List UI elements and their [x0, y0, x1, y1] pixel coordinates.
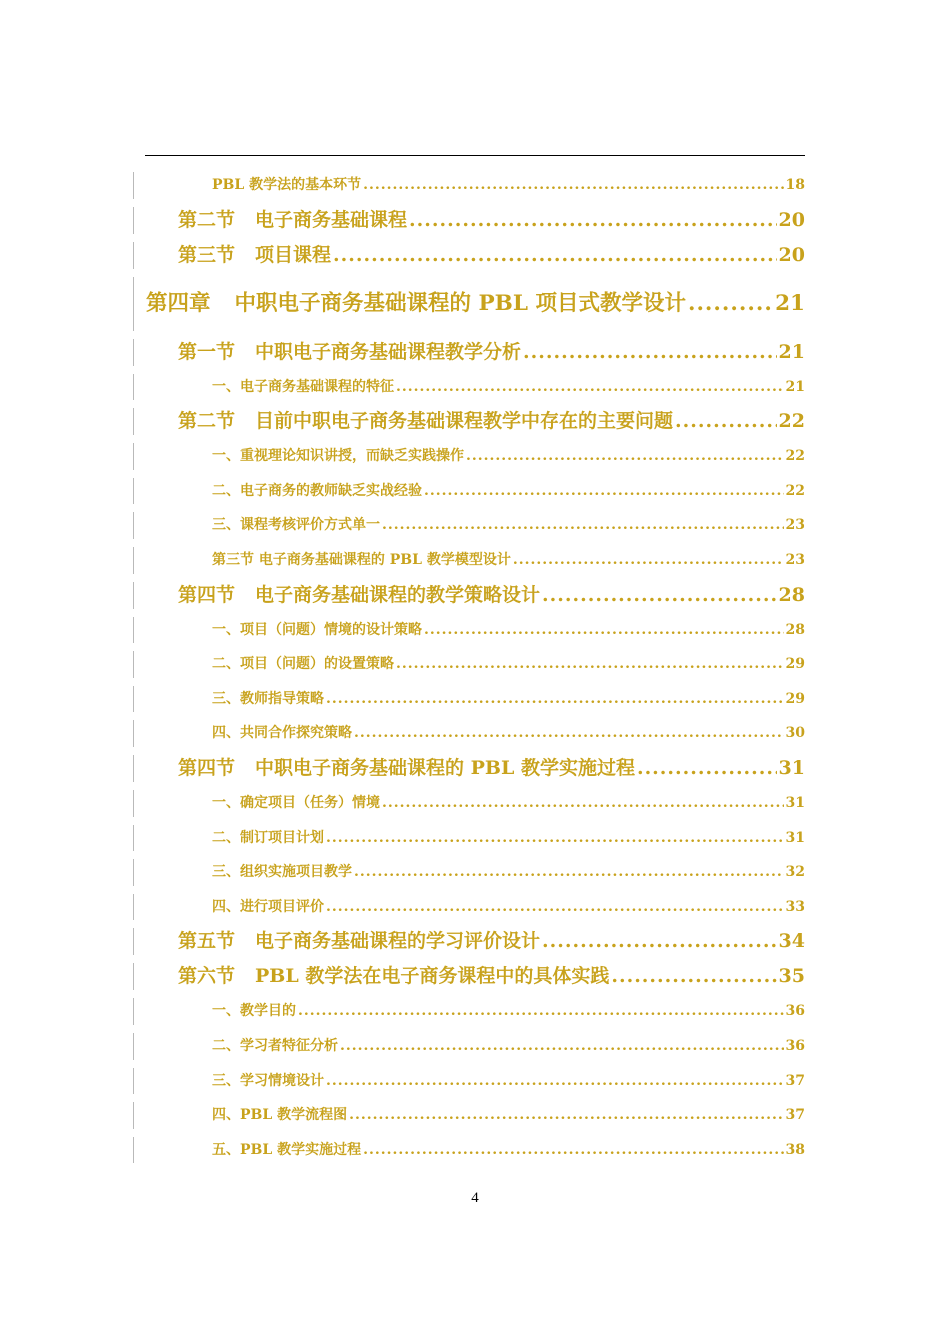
toc-page-number: 20: [778, 208, 805, 231]
toc-entry-title: 三、课程考核评价方式单一: [212, 517, 380, 534]
toc-entry-title: 电子商务基础课程的学习评价设计: [255, 930, 541, 953]
toc-entry[interactable]: [133, 716, 805, 751]
toc-page-number: 36: [785, 1003, 805, 1020]
toc-entry[interactable]: [133, 203, 805, 238]
toc-entry-title: 目前中职电子商务基础课程教学中存在的主要问题: [255, 410, 674, 433]
toc-page-number: 21: [775, 290, 805, 316]
toc-entry[interactable]: [133, 855, 805, 890]
toc-page-number: 34: [778, 930, 805, 953]
toc-entry-label: [212, 647, 394, 681]
toc-entry[interactable]: [133, 890, 805, 925]
toc-entry-title: 四、进行项目评价: [212, 898, 324, 915]
toc-entry-title: 电子商务基础课程: [255, 208, 408, 231]
toc-entry[interactable]: [133, 1098, 805, 1133]
toc-entry-title: 一、项目（问题）情境的设计策略: [212, 621, 422, 638]
toc-entry-title: 五、PBL 教学实施过程: [212, 1141, 362, 1158]
toc-entry-title: 三、学习情境设计: [212, 1072, 324, 1089]
toc-entry[interactable]: [133, 578, 805, 613]
toc-entry-label: [146, 273, 686, 335]
toc-page-number: 35: [778, 965, 805, 988]
toc-entry-title: 一、确定项目（任务）情境: [212, 794, 380, 811]
dot-leader: [382, 508, 784, 542]
dot-leader: [466, 439, 784, 473]
toc-entry[interactable]: [133, 924, 805, 959]
toc-entry[interactable]: [133, 994, 805, 1029]
dot-leader: [326, 682, 784, 716]
toc-entry-label: [178, 404, 673, 439]
dot-leader: [363, 1133, 783, 1167]
toc-page-number: 31: [785, 794, 805, 811]
toc-entry-title: 二、项目（问题）的设置策略: [212, 656, 394, 673]
dot-leader: [382, 786, 784, 820]
toc-entry-label: [178, 751, 635, 786]
toc-entry[interactable]: [133, 1029, 805, 1064]
dot-leader: [354, 855, 784, 889]
toc-entry-label: [178, 924, 540, 959]
toc-page-number: 22: [778, 410, 805, 433]
dot-leader: [424, 613, 784, 647]
dot-leader: [333, 238, 777, 273]
toc-entry[interactable]: [133, 273, 805, 335]
toc-entry-label: [212, 613, 422, 647]
toc-entry-label: [212, 168, 361, 202]
toc-entry[interactable]: [133, 1064, 805, 1099]
dot-leader: [396, 370, 784, 404]
toc-entry-title: 电子商务基础课程的教学策略设计: [255, 583, 541, 606]
toc-page-number: 32: [785, 864, 805, 881]
toc-entry-label: [212, 821, 324, 855]
toc-entry-title: PBL 教学法在电子商务课程中的具体实践: [255, 965, 610, 988]
toc-entry-title: PBL 教学法的基本环节: [212, 177, 362, 193]
dot-leader: [542, 924, 777, 959]
toc-section-number: 第一节: [178, 340, 236, 363]
toc-entry[interactable]: [133, 1133, 805, 1168]
toc-section-number: 第四节: [178, 756, 236, 779]
page-number: 4: [471, 1190, 479, 1206]
toc-section-number: 第四节: [178, 583, 236, 606]
toc-entry-title: 一、电子商务基础课程的特征: [212, 378, 394, 395]
toc-entry[interactable]: [133, 508, 805, 543]
toc-page-number: 38: [785, 1141, 805, 1158]
toc-page-number: 37: [785, 1107, 805, 1124]
toc-entry-title: 二、制订项目计划: [212, 829, 324, 846]
toc-entry-label: [212, 855, 352, 889]
toc-entry-label: [212, 786, 380, 820]
toc-entry-label: [212, 1098, 347, 1132]
toc-section-number: 第四章: [146, 290, 211, 316]
toc-entry-label: [178, 335, 521, 370]
toc-entry-label: [212, 439, 464, 473]
dot-leader: [637, 751, 777, 786]
toc-entry-label: [212, 543, 511, 577]
toc-entry[interactable]: [133, 370, 805, 405]
toc-entry-title: 第三节 电子商务基础课程的 PBL 教学模型设计: [212, 551, 511, 568]
dot-leader: [688, 273, 773, 335]
toc-entry-label: [178, 203, 407, 238]
toc-page-number: 30: [785, 725, 805, 742]
toc-page-number: 18: [785, 177, 805, 193]
toc-page-number: 29: [785, 656, 805, 673]
dot-leader: [326, 1064, 784, 1098]
dot-leader: [298, 994, 784, 1028]
toc-entry[interactable]: [133, 335, 805, 370]
toc-entry-label: [178, 238, 331, 273]
toc-page-number: 28: [778, 583, 805, 606]
dot-leader: [523, 335, 777, 370]
toc-entry-title: 三、教师指导策略: [212, 690, 324, 707]
toc-page-number: 21: [778, 340, 805, 363]
toc-page-number: 22: [785, 448, 805, 465]
toc-entry-label: [212, 370, 394, 404]
toc-entry[interactable]: [133, 613, 805, 648]
toc-page-number: 20: [778, 243, 805, 266]
toc-entry[interactable]: [133, 404, 805, 439]
toc-entry-title: 项目课程: [255, 243, 332, 266]
toc-entry[interactable]: [133, 238, 805, 273]
toc-entry-title: 中职电子商务基础课程的 PBL 教学实施过程: [255, 756, 635, 779]
toc-entry-title: 四、PBL 教学流程图: [212, 1107, 348, 1124]
toc-section-number: 第六节: [178, 965, 236, 988]
toc-section-number: 第二节: [178, 208, 236, 231]
toc-page-number: 23: [785, 517, 805, 534]
toc-entry-label: [212, 1133, 361, 1167]
toc-entry-title: 中职电子商务基础课程教学分析: [255, 340, 522, 363]
toc-entry[interactable]: [133, 786, 805, 821]
toc-entry[interactable]: [133, 821, 805, 856]
toc-entry-label: [212, 890, 324, 924]
toc-entry-label: [212, 994, 296, 1028]
toc-entry-title: 三、组织实施项目教学: [212, 864, 352, 881]
toc-entry-title: 中职电子商务基础课程的 PBL 项目式教学设计: [234, 290, 686, 316]
dot-leader: [542, 578, 777, 613]
dot-leader: [349, 1098, 783, 1132]
dot-leader: [396, 647, 784, 681]
toc-entry-label: [212, 474, 422, 508]
toc-page-number: 22: [785, 482, 805, 499]
toc-entry-label: [178, 578, 540, 613]
toc-entry-title: 二、电子商务的教师缺乏实战经验: [212, 482, 422, 499]
dot-leader: [611, 959, 776, 994]
toc-entry[interactable]: [133, 543, 805, 578]
toc-section-number: 第三节: [178, 243, 236, 266]
toc-entry-label: [212, 682, 324, 716]
toc-entry-label: [212, 716, 352, 750]
toc-entry-label: [212, 1029, 338, 1063]
dot-leader: [675, 404, 777, 439]
toc-page-number: 36: [785, 1037, 805, 1054]
toc-entry-title: 一、重视理论知识讲授，而缺乏实践操作: [212, 448, 464, 465]
toc-entry-label: [212, 508, 380, 542]
toc-page-number: 21: [785, 378, 805, 395]
dot-leader: [409, 203, 777, 238]
dot-leader: [513, 543, 784, 577]
header-rule: [145, 155, 805, 156]
toc-page-number: 37: [785, 1072, 805, 1089]
toc-page-number: 31: [785, 829, 805, 846]
dot-leader: [354, 716, 784, 750]
toc-entry-title: 一、教学目的: [212, 1003, 296, 1020]
toc-entry[interactable]: [133, 168, 805, 203]
toc-page-number: 29: [785, 690, 805, 707]
toc-section-number: 第二节: [178, 410, 236, 433]
toc-entry[interactable]: [133, 682, 805, 717]
toc-entry-label: [178, 959, 609, 994]
toc-page-number: 31: [778, 756, 805, 779]
dot-leader: [326, 821, 784, 855]
toc-page-number: 33: [785, 898, 805, 915]
dot-leader: [340, 1029, 784, 1063]
toc-entry-title: 四、共同合作探究策略: [212, 725, 352, 742]
toc-entry[interactable]: [133, 474, 805, 509]
dot-leader: [363, 168, 783, 202]
toc-entry[interactable]: [133, 751, 805, 786]
toc-entry-title: 二、学习者特征分析: [212, 1037, 338, 1054]
dot-leader: [424, 474, 784, 508]
toc-section-number: 第五节: [178, 930, 236, 953]
toc-entry[interactable]: [133, 959, 805, 994]
dot-leader: [326, 890, 784, 924]
toc-entry[interactable]: [133, 439, 805, 474]
table-of-contents: [133, 168, 805, 1167]
toc-entry-label: [212, 1064, 324, 1098]
toc-entry[interactable]: [133, 647, 805, 682]
toc-page-number: 23: [785, 551, 805, 568]
toc-page-number: 28: [785, 621, 805, 638]
